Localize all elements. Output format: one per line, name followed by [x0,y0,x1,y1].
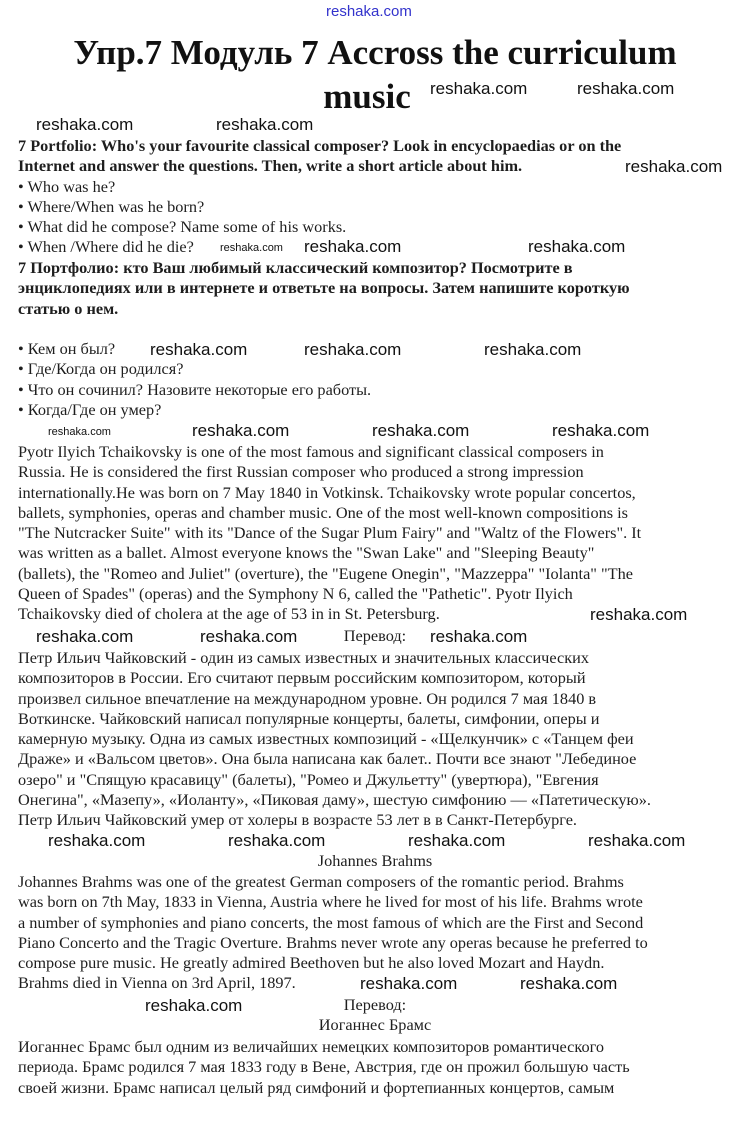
watermark: reshaka.com [216,115,314,134]
paragraph-line: произвел сильное впечатление на международном уровне. Он родился 7 мая 1840 в [18,688,597,708]
watermark: reshaka.com [528,237,626,256]
task-ru-heading [18,258,743,319]
paragraph-line: Queen of Spades" (operas) and the Symphony N 6, called the "Pathetic". Pyotr Ilyich [18,584,573,604]
watermark: reshaka.com [588,831,686,850]
page-title-line-2: music [323,77,411,116]
task-ru-bullet: • Кем он был? [18,339,116,358]
watermark-link[interactable]: reshaka.com [326,3,412,20]
task-ru-heading-line: энциклопедиях или в интернете и ответьте на вопросы. Затем напишите короткую [18,278,630,298]
watermark: reshaka.com [48,831,146,850]
paragraph-line: озеро" и "Спящую красавицу" (балеты), "Ромео и Джульетту" (увертюра), "Евгения [18,769,599,789]
task-ru-bullet: • Где/Когда он родился? [18,359,184,379]
task-ru-heading-line: 7 Портфолио: кто Ваш любимый классический композитор? Посмотрите в [18,258,573,277]
watermark: reshaka.com [200,627,298,646]
paragraph-line: Воткинске. Чайковский написал популярные концерты, балеты, симфонии, оперы и [18,708,600,728]
watermark: reshaka.com [552,421,650,440]
watermark: reshaka.com [36,115,134,134]
brahms-ru-paragraph [18,1037,743,1098]
watermark: reshaka.com [220,242,283,254]
watermark: reshaka.com [360,974,458,993]
paragraph-line: Piano Concerto and the Tragic Overture. Brahms never wrote any operas because he preferred to [18,932,648,952]
paragraph-line: Онегина", «Мазепу», «Иоланту», «Пиковая даму», шестую симфонию — «Патетическую». [18,790,651,810]
task-en-bullet: • What did he compose? Name some of his works. [18,217,347,237]
watermark: reshaka.com [372,421,470,440]
page-title-line-1: Упр.7 Модуль 7 Accross the curriculum [73,33,677,72]
paragraph-line: "The Nutcracker Suite" with its "Dance of the Sugar Plum Fairy" and "Waltz of the Flowers". It [18,523,642,543]
watermark: reshaka.com [520,974,618,993]
tchaikovsky-en-paragraph [18,442,743,625]
paragraph-line: was written as a ballet. Almost everyone knows the "Swan Lake" and "Sleeping Beauty" [18,543,595,563]
translation-label: Перевод: [343,995,407,1014]
task-ru-bullet: • Когда/Где он умер? [18,399,162,419]
paragraph-line: Johannes Brahms was one of the greatest German composers of the romantic period. Brahms [18,872,624,891]
watermark: reshaka.com [48,426,111,438]
watermark: reshaka.com [430,79,528,98]
task-ru-bullet: • Что он сочинил? Назовите некоторые его работы. [18,379,372,399]
paragraph-line: compose pure music. He greatly admired Beethoven but he also loved Mozart and Haydn. [18,953,605,973]
paragraph-line: периода. Брамс родился 7 мая 1833 году в Вене, Австрия, где он прожил большую часть [18,1057,630,1077]
paragraph-line: Tchaikovsky died of cholera at the age of 53 in in St. Petersburg. [18,604,440,624]
paragraph-line: was born on 7th May, 1833 in Vienna, Austria where he lived for most of his life. Brahms wrote [18,892,643,912]
paragraph-line: Pyotr Ilyich Tchaikovsky is one of the most famous and significant classical composers in [18,442,604,461]
task-en-heading: 7 Portfolio: Who's your favourite classical composer? Look in encyclopaedias or on the [18,136,622,155]
watermark: reshaka.com [192,421,290,440]
task-en-bullet: • When /Where did he die? [18,237,194,257]
watermark: reshaka.com [625,157,723,176]
watermark: reshaka.com [304,237,402,256]
watermark: reshaka.com [577,79,675,98]
brahms-heading-en: Johannes Brahms [317,851,433,870]
paragraph-line: своей жизни. Брамс написал целый ряд симфоний и фортепианных концертов, самым [18,1077,615,1097]
translation-label: Перевод: [343,626,407,645]
watermark: reshaka.com [484,340,582,359]
task-en-heading: Internet and answer the questions. Then, write a short article about him. [18,156,523,176]
task-ru-heading-line: статью о нем. [18,298,119,318]
paragraph-line: Иоганнес Брамс был одним из величайших немецких композиторов романтического [18,1037,605,1056]
watermark: reshaka.com [36,627,134,646]
watermark: reshaka.com [150,340,248,359]
watermark: reshaka.com [228,831,326,850]
brahms-heading-ru: Иоганнес Брамс [318,1015,432,1034]
watermark: reshaka.com [304,340,402,359]
task-en-bullet: • Where/When was he born? [18,196,205,216]
task-en-bullet: • Who was he? [18,176,116,196]
watermark: reshaka.com [590,605,688,624]
paragraph-line: Russia. He is considered the first Russian composer who produced a strong impression [18,462,584,482]
paragraph-line: Драже» и «Вальсом цветов». Она была написана как балет.. Почти все знают "Лебединое [18,749,637,769]
paragraph-line: Brahms died in Vienna on 3rd April, 1897. [18,973,296,993]
paragraph-line: камерную музыку. Одна из самых известных композиций - «Щелкунчик» с «Танцем феи [18,729,634,749]
tchaikovsky-ru-paragraph [18,648,743,831]
watermark: reshaka.com [430,627,528,646]
paragraph-line: ballets, symphonies, operas and chamber music. One of the most well-known compositions is [18,502,628,522]
watermark: reshaka.com [145,996,243,1015]
paragraph-line: Петр Ильич Чайковский - один из самых известных и значительных классических [18,648,589,667]
paragraph-line: internationally.He was born on 7 May 1840 in Votkinsk. Tchaikovsky wrote popular concertos, [18,482,636,502]
paragraph-line: композиторов в России. Его считают первым российским композитором, который [18,668,586,688]
paragraph-line: (ballets), the "Romeo and Juliet" (overture), the "Eugene Onegin", "Mazzeppa" "Iolanta" "The [18,563,633,583]
paragraph-line: a number of symphonies and piano concerts, the most famous of which are the First and Second [18,912,644,932]
paragraph-line: Петр Ильич Чайковский умер от холеры в возрасте 53 лет в в Санкт-Петербурге. [18,810,577,830]
watermark: reshaka.com [408,831,506,850]
